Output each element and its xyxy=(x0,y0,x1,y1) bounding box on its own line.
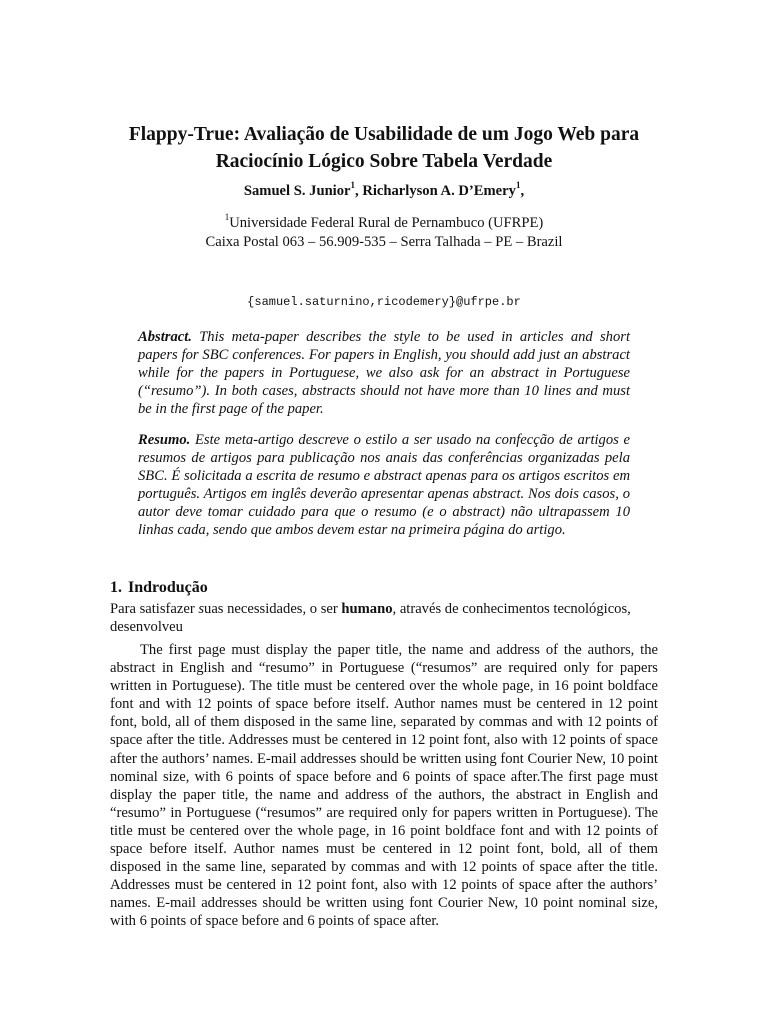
intro-bold-word: humano xyxy=(341,601,393,617)
title-line-2: Raciocínio Lógico Sobre Tabela Verdade xyxy=(215,151,553,172)
abstract-text: This meta-paper describes the style to be used in articles and short papers for SBC conferences. For papers in English, you should add just an abstract while for the papers in Portuguese, we also ask for an abstract in Portuguese (“resumo”). In both cases, abstracts should not have more than 10 lines and must be in the first page of the paper. xyxy=(138,329,630,418)
resumo-text: Este meta-artigo descreve o estilo a ser usado na confecção de artigos e resumos de artigos para publicação nos anais das conferências organizadas pela SBC. É solicitada a escrita de resumo e abstract apenas para os artigos escritos em português. Artigos em inglês deverão apresentar apenas abstract. Nos dois casos, o autor deve tomar cuidado para que o resumo (e o abstract) não ultrapassem 10 linhas cada, sendo que ambos devem estar na primeira página do artigo. xyxy=(138,432,630,539)
abstract-english xyxy=(138,328,630,418)
intro-text: , através de conhecimentos tecnológicos, desenvolveu xyxy=(110,601,631,635)
paper-title xyxy=(110,121,658,175)
author-name: Samuel S. Junior xyxy=(243,183,351,199)
affiliation xyxy=(110,214,658,252)
author-list xyxy=(110,181,658,201)
intro-paragraph xyxy=(110,600,658,636)
author-email: {samuel.saturnino,ricodemery}@ufrpe.br xyxy=(247,295,521,309)
abstract-portuguese xyxy=(138,431,630,540)
affiliation-address: Caixa Postal 063 – 56.909-535 – Serra Talhada – PE – Brazil xyxy=(205,234,563,250)
author-separator: , xyxy=(355,183,363,199)
abstract-label: Abstract. xyxy=(138,329,192,345)
title-line-1: Flappy-True: Avaliação de Usabilidade de um Jogo Web para xyxy=(128,124,640,145)
affiliation-mark: 1 xyxy=(224,212,230,223)
affiliation-institution: Universidade Federal Rural de Pernambuco (UFRPE) xyxy=(229,215,544,231)
author-list-end: , xyxy=(520,183,525,199)
intro-text: Para satisfazer xyxy=(110,601,199,617)
section-title: Indrodução xyxy=(128,579,208,596)
section-number: 1. xyxy=(110,579,122,596)
author-affiliation-mark: 1 xyxy=(515,180,521,191)
intro-text: uas necessidades, o ser xyxy=(204,601,342,617)
resumo-label: Resumo. xyxy=(138,432,191,448)
author-affiliation-mark: 1 xyxy=(350,180,356,191)
body-paragraph: The first page must display the paper title, the name and address of the authors, the abstract in English and “resumo” in Portuguese (“resumos” are required only for papers written in Portuguese). The title must be centered over the whole page, in 16 point boldface font and with 12 points of space before itself. Author names must be centered in 12 point font, bold, all of them disposed in the same line, separated by commas and with 12 points of space after the title. Addresses must be centered in 12 point font, also with 12 points of space after the authors’ names. E-mail addresses should be written using font Courier New, 10 point nominal size, with 6 points of space before and 6 points of space after.The first page must display the paper title, the name and address of the authors, the abstract in English and “resumo” in Portuguese (“resumos” are required only for papers written in Portuguese). The title must be centered over the whole page, in 16 point boldface font and with 12 points of space before itself. Author names must be centered in 12 point font, bold, all of them disposed in the same line, separated by commas and with 12 points of space after the title. Addresses must be centered in 12 point font, also with 12 points of space after the authors’ names. E-mail addresses should be written using font Courier New, 10 point nominal size, with 6 points of space before and 6 points of space after. xyxy=(110,642,658,930)
intro-italic-letter: s xyxy=(198,601,205,617)
section-heading xyxy=(110,577,208,599)
author-name: Richarlyson A. D’Emery xyxy=(362,183,516,199)
